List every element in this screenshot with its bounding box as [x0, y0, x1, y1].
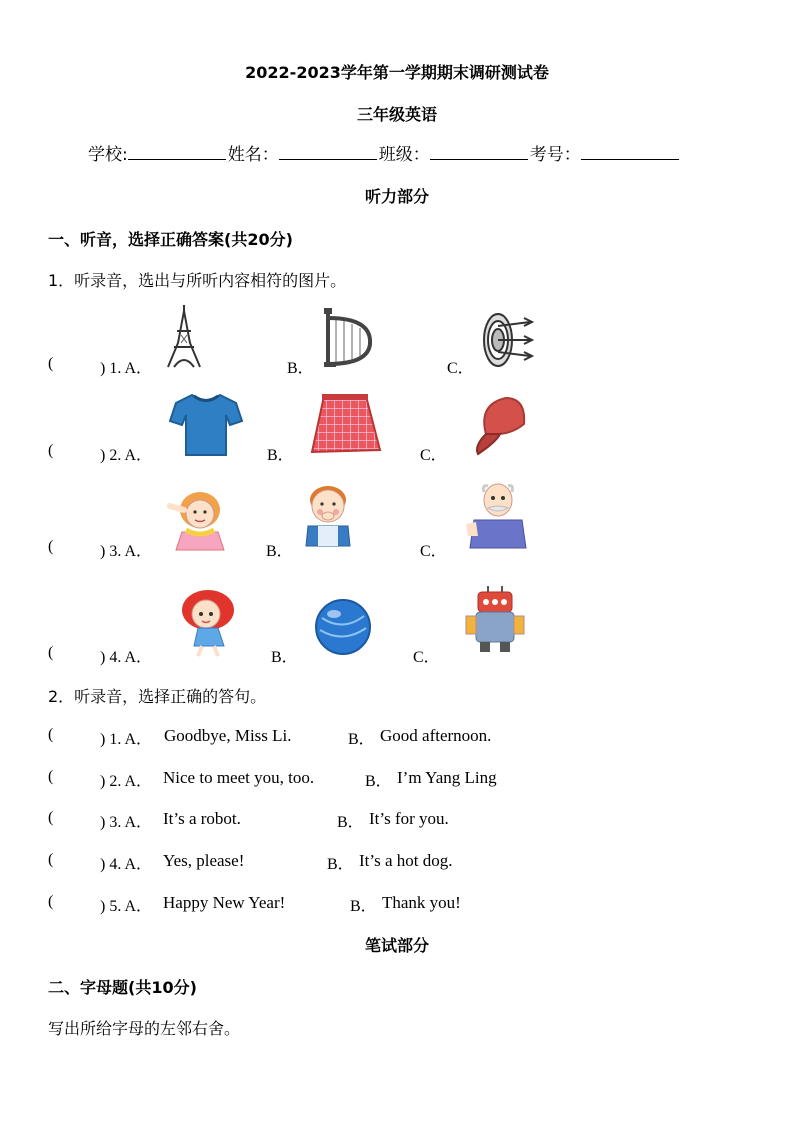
option-c-label: C． [420, 447, 447, 464]
q1-prompt: 1．听录音，选出与所听内容相符的图片。 [48, 271, 347, 290]
section-2-heading: 二、字母题(共10分) [48, 978, 197, 997]
answer-paren: ( [48, 355, 54, 372]
option-c-label: C． [420, 543, 447, 560]
option-b-text: It’s a hot dog. [359, 851, 453, 870]
option-b-label: B． [267, 447, 294, 464]
name-blank[interactable] [279, 141, 377, 160]
answer-paren: ( [48, 442, 54, 459]
item-number: ) 4. A． [100, 649, 153, 666]
option-a-text: Yes, please! [163, 851, 245, 870]
girl-waving-icon[interactable] [166, 488, 232, 552]
exam-no-blank[interactable] [581, 141, 679, 160]
option-b-label: B． [350, 898, 377, 915]
option-c-label: C． [413, 649, 440, 666]
answer-paren: ( [48, 726, 54, 743]
name-label: 姓名： [227, 145, 279, 165]
item-number: ) 2. A． [100, 773, 153, 790]
answer-paren: ( [48, 644, 54, 661]
harp-icon[interactable] [322, 306, 376, 368]
q2-prompt: 2．听录音，选择正确的答句。 [48, 687, 267, 706]
item-number: ) 5. A． [100, 898, 153, 915]
option-b-text: Thank you! [382, 893, 461, 912]
option-b-label: B． [337, 814, 364, 831]
section-1-heading: 一、听音，选择正确答案(共20分) [48, 230, 293, 249]
letters-prompt: 写出所给字母的左邻右舍。 [48, 1019, 241, 1038]
robot-icon[interactable] [464, 584, 526, 654]
answer-paren: ( [48, 768, 54, 785]
item-number: ) 1. A． [100, 360, 153, 377]
listening-heading: 听力部分 [364, 187, 429, 206]
written-heading: 笔试部分 [364, 936, 429, 955]
item-number: ) 1. A． [100, 731, 153, 748]
option-a-text: Goodbye, Miss Li. [164, 726, 292, 745]
option-c-label: C． [447, 360, 474, 377]
ball-icon[interactable] [314, 598, 372, 656]
option-b-text: I’m Yang Ling [397, 768, 497, 787]
item-number: ) 2. A． [100, 447, 153, 464]
exam-subtitle: 三年级英语 [356, 105, 437, 124]
option-b-label: B． [365, 773, 392, 790]
class-blank[interactable] [430, 141, 528, 160]
item-number: ) 4. A． [100, 856, 153, 873]
exam-no-label: 考号： [529, 145, 581, 165]
student-info-row [88, 140, 681, 165]
grandpa-icon[interactable] [462, 480, 528, 550]
option-b-text: It’s for you. [369, 809, 449, 828]
tower-icon[interactable] [164, 305, 204, 369]
class-label: 班级： [378, 145, 430, 165]
answer-paren: ( [48, 851, 54, 868]
option-a-text: Happy New Year! [163, 893, 286, 912]
option-b-text: Good afternoon. [380, 726, 492, 745]
doll-icon[interactable] [178, 588, 242, 658]
option-b-label: B． [271, 649, 298, 666]
boy-shy-icon[interactable] [300, 482, 356, 548]
school-blank[interactable] [128, 141, 226, 160]
option-b-label: B． [327, 856, 354, 873]
answer-paren: ( [48, 893, 54, 910]
archery-target-icon[interactable] [482, 312, 534, 368]
option-a-text: It’s a robot. [163, 809, 241, 828]
option-b-label: B． [348, 731, 375, 748]
cap-icon[interactable] [472, 394, 528, 458]
item-number: ) 3. A． [100, 814, 153, 831]
option-b-label: B． [266, 543, 293, 560]
exam-title: 2022-2023学年第一学期期末调研测试卷 [245, 63, 549, 82]
skirt-icon[interactable] [310, 392, 382, 454]
answer-paren: ( [48, 538, 54, 555]
option-b-label: B． [287, 360, 314, 377]
school-label: 学校: [88, 145, 128, 165]
answer-paren: ( [48, 809, 54, 826]
tshirt-icon[interactable] [168, 393, 244, 457]
item-number: ) 3. A． [100, 543, 153, 560]
option-a-text: Nice to meet you, too. [163, 768, 315, 787]
